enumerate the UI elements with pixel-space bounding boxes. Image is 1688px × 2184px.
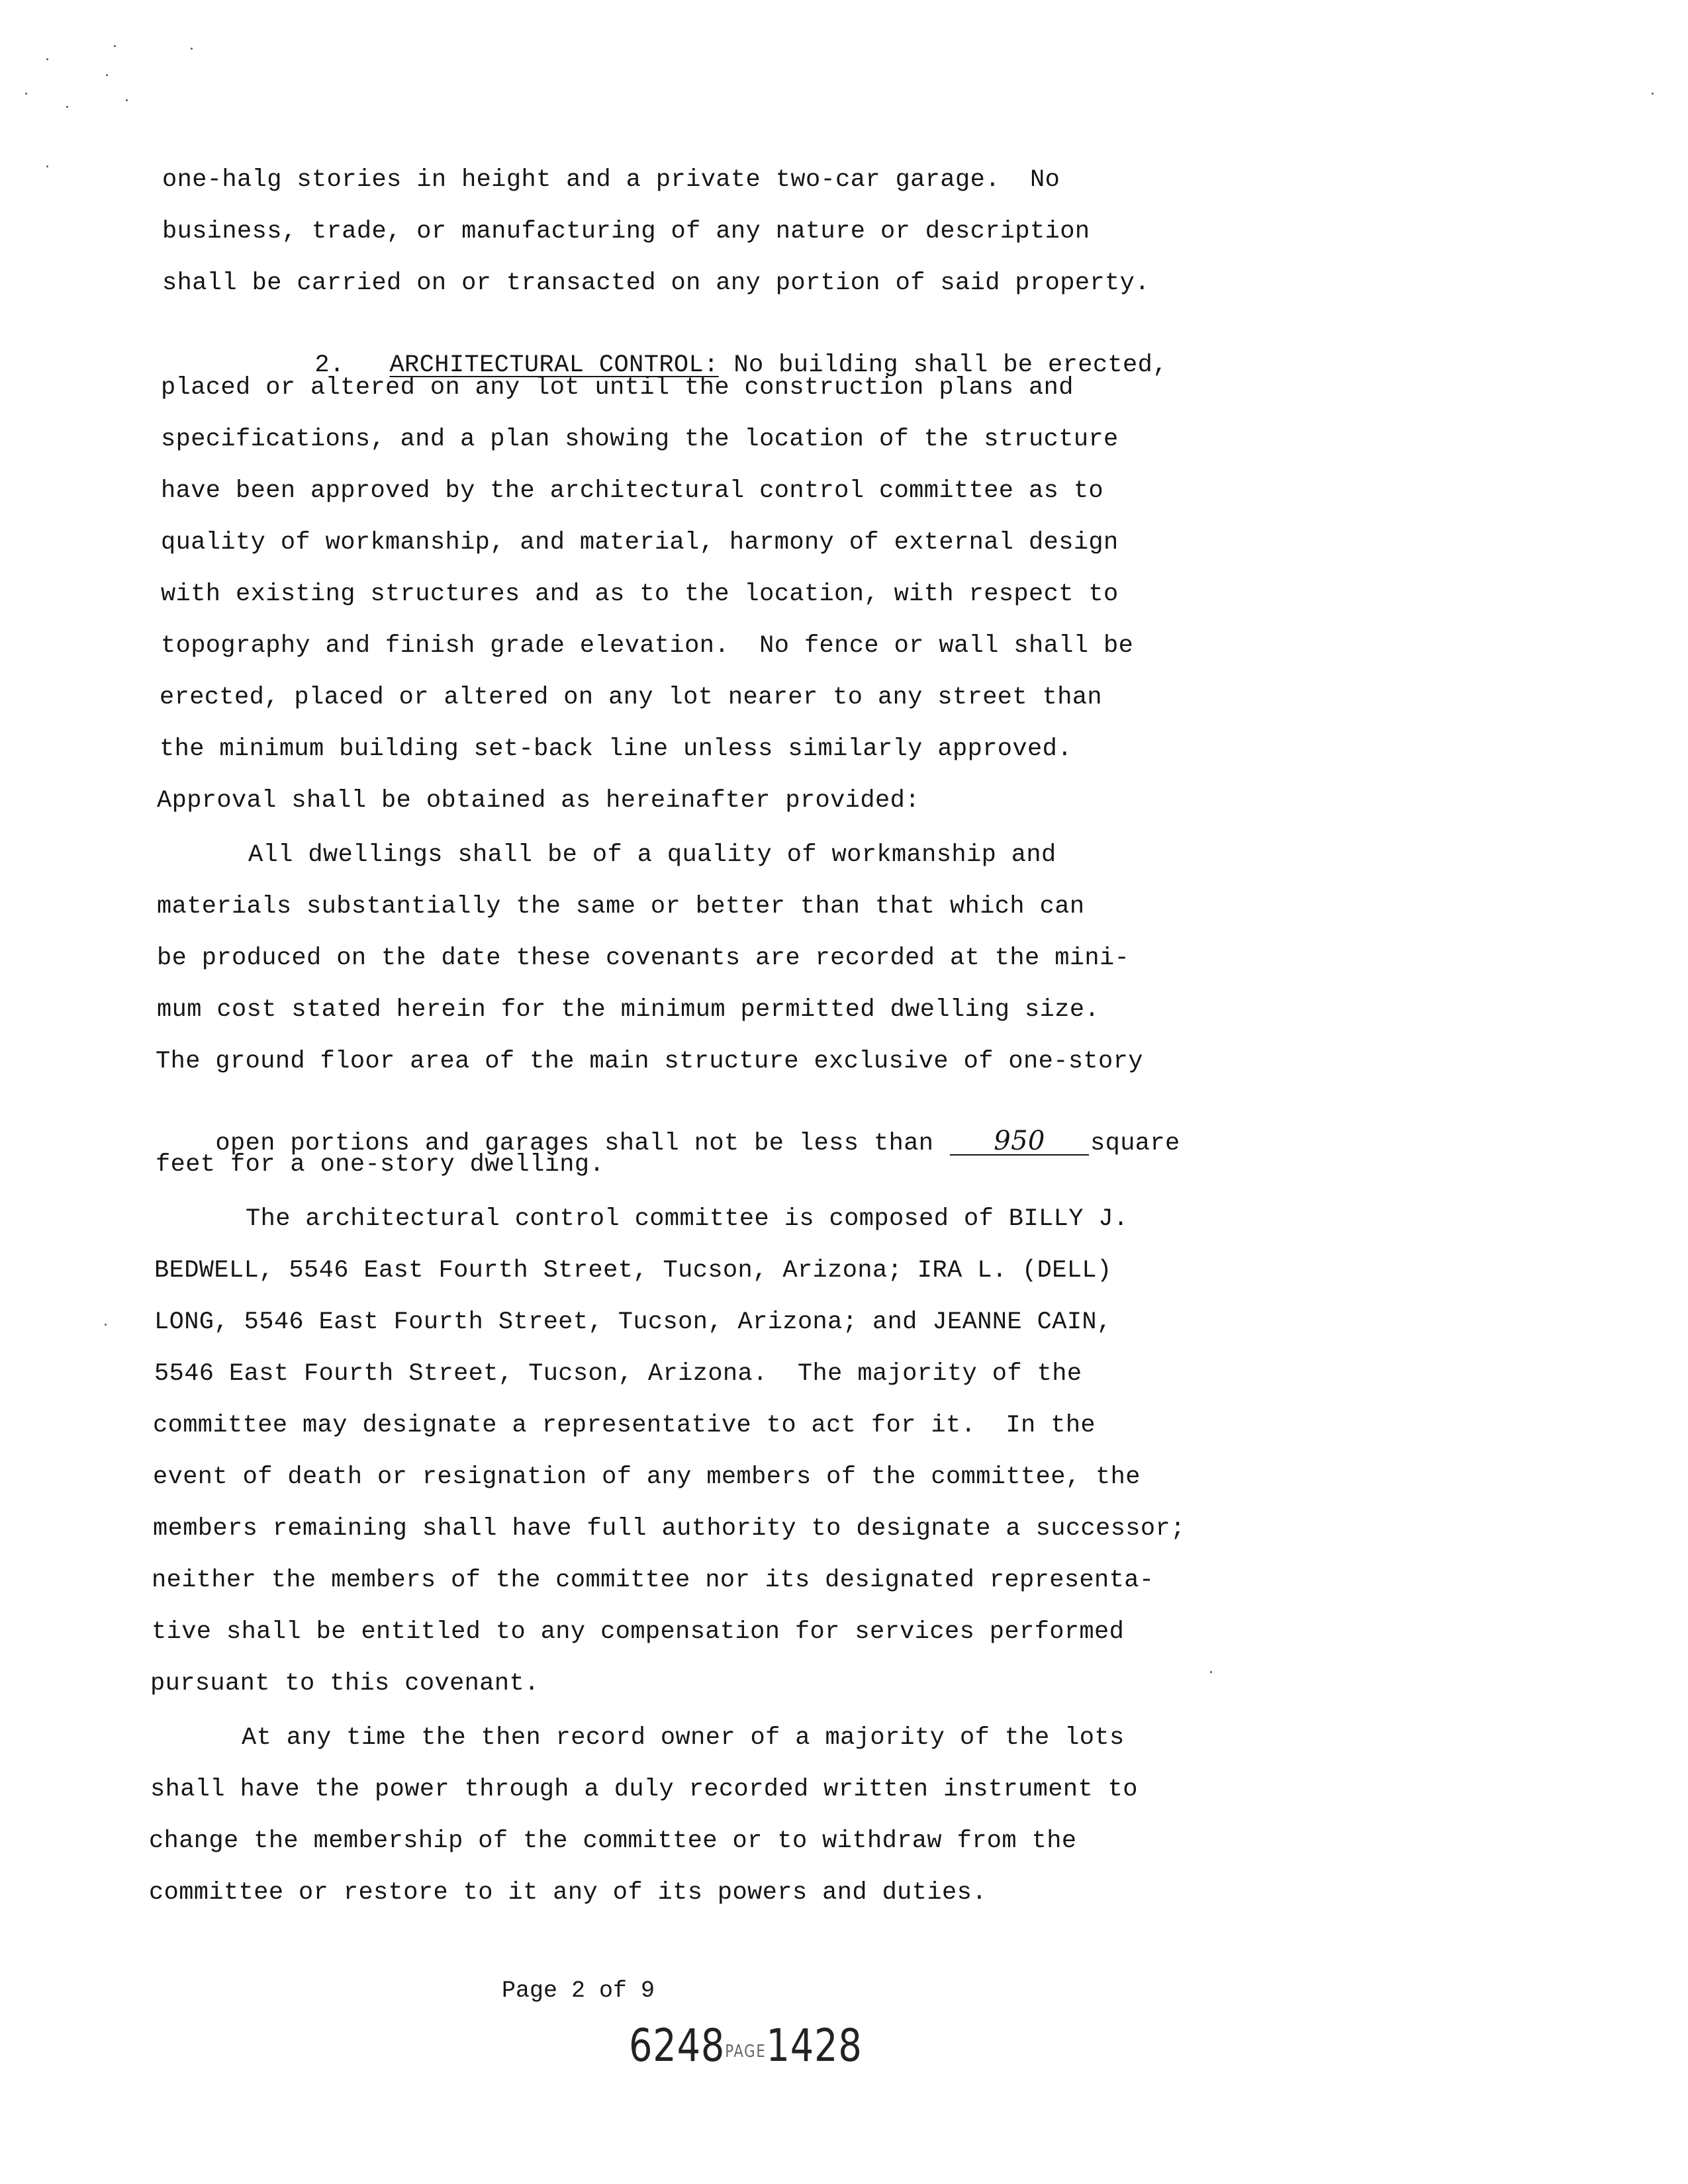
scan-speck xyxy=(191,48,193,50)
scan-speck xyxy=(46,58,48,60)
text-line: one-halg stories in height and a private two-car garage. No xyxy=(162,166,1060,194)
text-line: be produced on the date these covenants are recorded at the mini- xyxy=(157,944,1130,972)
section-number: 2. xyxy=(314,351,345,379)
handwritten-area-value: 950 xyxy=(950,1128,1089,1156)
text-line: mum cost stated herein for the minimum permitted dwelling size. xyxy=(157,996,1100,1024)
text-line: BEDWELL, 5546 East Fourth Street, Tucson, Arizona; IRA L. (DELL) xyxy=(154,1257,1112,1285)
text-line: have been approved by the architectural control committee as to xyxy=(161,477,1104,505)
text-line: placed or altered on any lot until the construction plans and xyxy=(161,374,1074,402)
text-line: topography and finish grade elevation. No fence or wall shall be xyxy=(161,632,1134,660)
text-line: At any time the then record owner of a majority of the lots xyxy=(242,1724,1125,1752)
text-line: The architectural control committee is composed of BILLY J. xyxy=(246,1205,1129,1233)
text-line: committee may designate a representative to act for it. In the xyxy=(153,1412,1096,1439)
scan-speck xyxy=(1210,1671,1212,1673)
scan-speck xyxy=(114,45,116,47)
stamp-page-label: PAGE xyxy=(725,2042,767,2062)
docket-number: 6248 xyxy=(629,2020,726,2072)
text-line: erected, placed or altered on any lot nearer to any street than xyxy=(160,684,1103,711)
text-line: No building shall be erected, xyxy=(718,351,1168,379)
scan-speck xyxy=(126,99,128,101)
text-line: open portions and garages shall not be less than xyxy=(215,1130,949,1158)
text-line: committee or restore to it any of its powers and duties. xyxy=(149,1879,987,1907)
text-line: shall have the power through a duly recorded written instrument to xyxy=(150,1776,1138,1803)
text-line: materials substantially the same or better than that which can xyxy=(157,893,1085,921)
scan-speck xyxy=(105,1324,107,1326)
scan-speck xyxy=(25,93,27,95)
text-line: 5546 East Fourth Street, Tucson, Arizona. The majority of the xyxy=(154,1360,1082,1388)
text-line: All dwellings shall be of a quality of workmanship and xyxy=(248,841,1056,869)
text-line: members remaining shall have full authority to designate a successor; xyxy=(153,1515,1186,1543)
text-line: tive shall be entitled to any compensation for services performed xyxy=(152,1618,1125,1646)
text-line: square xyxy=(1090,1130,1180,1158)
text-line: the minimum building set-back line unless similarly approved. xyxy=(160,735,1072,763)
text-line: change the membership of the committee or to withdraw from the xyxy=(149,1827,1077,1855)
text-line: with existing structures and as to the location, with respect to xyxy=(161,580,1119,608)
text-line: quality of workmanship, and material, harmony of external design xyxy=(161,529,1119,557)
recording-stamp xyxy=(629,2020,863,2078)
scan-speck xyxy=(66,106,68,108)
text-line: event of death or resignation of any members of the committee, the xyxy=(153,1463,1141,1491)
text-line: LONG, 5546 East Fourth Street, Tucson, Arizona; and JEANNE CAIN, xyxy=(154,1308,1112,1336)
recorded-page-number: 1428 xyxy=(766,2020,863,2072)
page-number-label: Page 2 of 9 xyxy=(502,1978,655,2004)
text-line: pursuant to this covenant. xyxy=(150,1670,539,1698)
text-line: neither the members of the committee nor its designated representa- xyxy=(152,1567,1154,1594)
scan-speck xyxy=(106,74,108,76)
scan-speck xyxy=(46,165,48,167)
text-line: Approval shall be obtained as hereinafter provided: xyxy=(157,787,920,815)
section-heading: ARCHITECTURAL CONTROL: xyxy=(389,351,719,379)
text-line: feet for a one-story dwelling. xyxy=(156,1151,605,1179)
scan-speck xyxy=(1652,93,1654,95)
text-line: specifications, and a plan showing the location of the structure xyxy=(161,426,1119,453)
text-line: The ground floor area of the main structure exclusive of one-story xyxy=(156,1048,1143,1075)
text-line: business, trade, or manufacturing of any nature or description xyxy=(162,218,1090,246)
text-line: shall be carried on or transacted on any portion of said property. xyxy=(162,269,1150,297)
